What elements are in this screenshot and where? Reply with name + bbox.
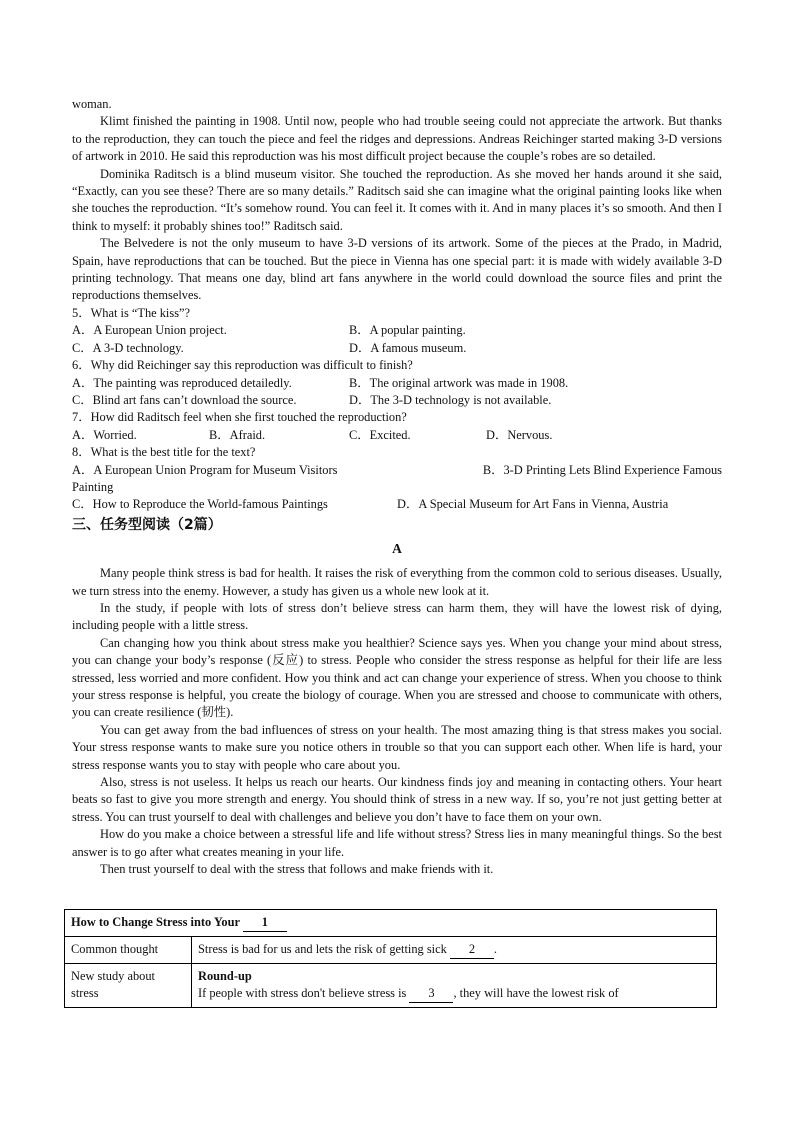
question-8 [72, 444, 722, 514]
option-d[interactable]: D．A famous museum. [349, 340, 467, 355]
option-b[interactable]: B．A popular painting. [349, 323, 466, 338]
option-b[interactable]: B．Afraid. [209, 427, 266, 442]
option-b[interactable]: B．The original artwork was made in 1908. [349, 375, 569, 390]
options-row [72, 496, 722, 513]
option-c[interactable]: C．A 3-D technology. [72, 340, 184, 355]
paragraph-stress-6: How do you make a choice between a stressful life and life without stress? Stress lies in many meaningful things. So the best answer is to go after what creates meaning in your life. [72, 827, 722, 859]
paragraph-stress-2: In the study, if people with lots of stress don’t believe stress can harm them, they will have the lowest risk of dying, including people with a little stress. [72, 600, 722, 633]
section-title: 三、任务型阅读（2篇） [72, 516, 222, 533]
options-row [72, 322, 722, 339]
question-6 [72, 357, 722, 409]
row-label-text: New study about stress [71, 969, 155, 1000]
options-row [72, 392, 722, 409]
options-row [72, 340, 722, 357]
options-row [72, 427, 722, 444]
paragraph-stress-3: Can changing how you think about stress make you healthier? Science says yes. When you change your mind about stress, you can change your body’s response (反应) to stress. People who consider the stress response as helpful for their life are less stressed, less worried and more confident. How you think and act can change your experience of stress. When you choose to think your stress response is helpful, you create the biology of courage. When you are stressed and choose to communicate with others, you can create resilience (韧性). [72, 635, 722, 720]
question-text: 5．What is “The kiss”? [72, 305, 191, 320]
option-d[interactable]: D．The 3-D technology is not available. [349, 392, 552, 407]
question-text: 6．Why did Reichinger say this reproduction was difficult to finish? [72, 358, 413, 373]
paragraph-raditsch: Dominika Raditsch is a blind museum visitor. She touched the reproduction. As she moved her hands around it she said, “Exactly, can you see these? There are so many details.” Raditsch said she can imagine what the original painting looks like when she touches the reproduction. “It’s somehow round. You can feel it. It comes with it. And in many places it’s so smooth. And then I think to myself: it probably shines too!” Raditsch said. [72, 166, 722, 233]
option-c[interactable]: C．Excited. [349, 427, 411, 442]
round-up-heading: Round-up [198, 969, 252, 983]
option-d[interactable]: D．Nervous. [486, 427, 553, 442]
passage-label: A [392, 540, 402, 556]
options-row [72, 462, 722, 479]
row-end: , they will have the lowest risk of [453, 986, 619, 1000]
option-b-line1[interactable]: B．3-D Printing Lets Blind Experience Famous [482, 462, 722, 477]
option-a[interactable]: A．Worried. [72, 427, 137, 442]
option-b-line2: Painting [72, 479, 114, 494]
row-common-thought [192, 937, 717, 964]
paragraph-klimt: Klimt finished the painting in 1908. Until now, people who had trouble seeing could not appreciate the artwork. But thanks to the reproduction, they can touch the piece and feel the ridges and depressions. Andreas Reichinger started making 3-D versions of artwork in 2010. He said this reproduction was his most difficult project because the couple’s robes are so detailed. [72, 114, 722, 164]
paragraph-stress-7: Then trust yourself to deal with the stress that follows and make friends with it. [100, 862, 494, 877]
row-text: If people with stress don't believe stress is [198, 986, 410, 1000]
paragraph-stress-4: You can get away from the bad influences of stress on your health. The most amazing thing is that stress makes you social. Your stress response wants to make sure you notice others in trouble so that you can support each other. When life is hard, your stress response wants you to stay with people who care about you. [72, 722, 722, 772]
paragraph-belvedere: The Belvedere is not the only museum to have 3-D versions of its artwork. Some of the pieces at the Prado, in Madrid, Spain, have reproductions that can be touched. But the piece in Vienna has one special part: it is made with widely available 3-D printing technology. That means one day, blind art fans anywhere in the world could download the source files and print the reproductions themselves. [72, 236, 722, 303]
blank-2[interactable]: 2 [450, 941, 494, 959]
row-new-study [192, 964, 717, 1008]
question-text: 7．How did Raditsch feel when she first touched the reproduction? [72, 410, 407, 425]
table-title [65, 910, 717, 937]
paragraph-0: woman. [72, 97, 112, 111]
question-5 [72, 305, 722, 357]
option-a[interactable]: A．A European Union project. [72, 323, 227, 338]
blank-1[interactable]: 1 [243, 914, 287, 932]
question-text: 8．What is the best title for the text? [72, 445, 256, 460]
task-table [64, 909, 717, 1008]
row-label-common-thought: Common thought [65, 937, 192, 964]
option-c[interactable]: C．How to Reproduce the World-famous Paintings [72, 497, 328, 512]
blank-3[interactable]: 3 [409, 985, 453, 1003]
option-d[interactable]: D．A Special Museum for Art Fans in Vienna, Austria [397, 497, 669, 512]
option-a[interactable]: A．The painting was reproduced detailedly. [72, 375, 292, 390]
paragraph-stress-5: Also, stress is not useless. It helps us reach our hearts. Our kindness finds joy and meaning in contacting others. Your heart beats so fast to give you more strength and energy. You should think of stress in a new way. If so, you’re not just getting better at stress. You can trust yourself to deal with challenges and believe you don’t have to face them on your own. [72, 775, 722, 824]
reading-content [72, 96, 722, 878]
row-text: Stress is bad for us and lets the risk of getting sick [198, 942, 450, 956]
options-row [72, 375, 722, 392]
round-up-text [198, 985, 710, 1003]
table-title-text: How to Change Stress into Your [71, 915, 243, 929]
option-a[interactable]: A．A European Union Program for Museum Visitors [72, 462, 338, 477]
option-c[interactable]: C．Blind art fans can’t download the source. [72, 392, 297, 407]
paragraph-stress-1: Many people think stress is bad for health. It raises the risk of everything from the common cold to serious diseases. Usually, we turn stress into the enemy. However, a study has given us a whole new look at it. [72, 566, 722, 598]
row-end: . [493, 942, 498, 956]
question-7 [72, 409, 722, 444]
row-label-new-study [65, 964, 192, 1008]
